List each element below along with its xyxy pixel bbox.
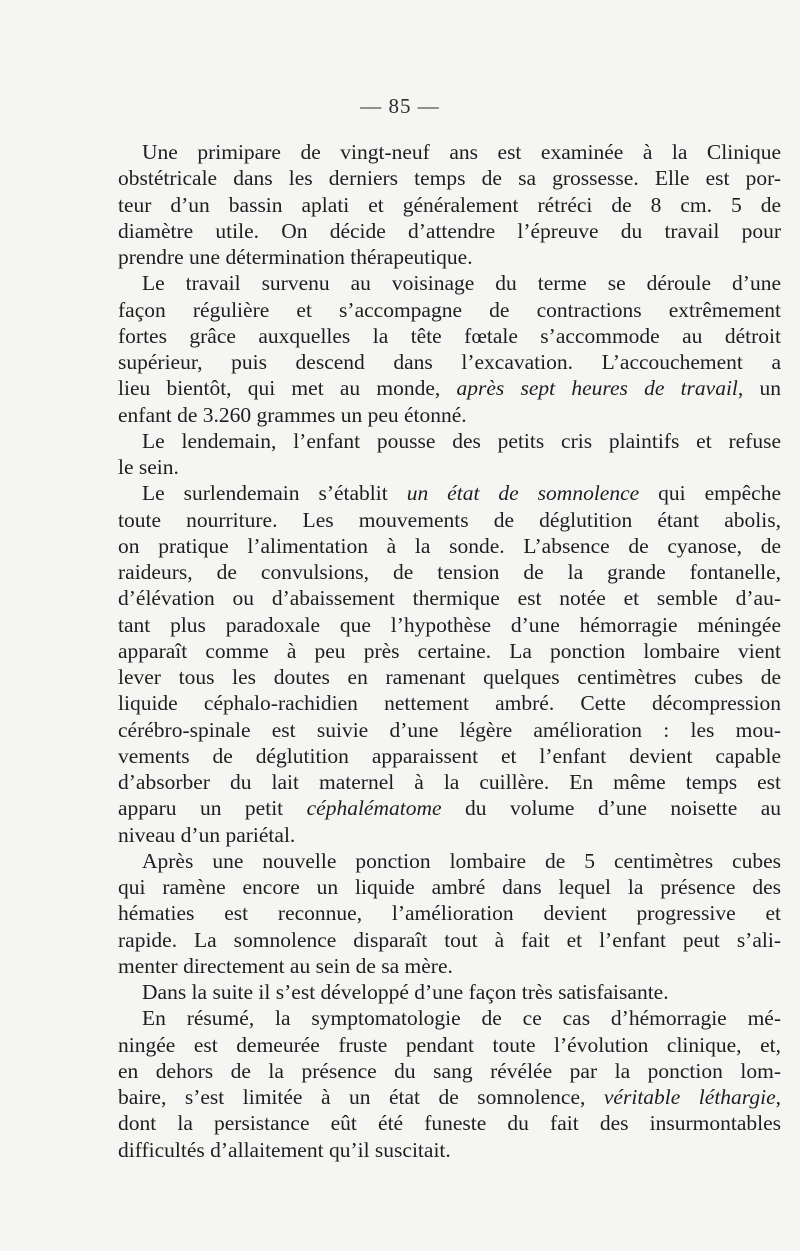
text-segment: baire, s’est limitée à un état de somnolence, xyxy=(118,1085,604,1109)
text-segment: tant plus paradoxale que l’hypothèse d’une hémorragie méningée xyxy=(118,612,781,637)
text-line xyxy=(118,585,781,611)
text-line xyxy=(118,244,781,270)
text-line xyxy=(118,953,781,979)
text-segment: prendre une détermination thérapeutique. xyxy=(118,245,473,269)
italic-text: après sept heures de travail xyxy=(456,376,738,401)
text-line xyxy=(118,533,781,559)
text-segment: dont la persistance eût été funeste du fait des insurmontables xyxy=(118,1111,781,1136)
text-line xyxy=(118,375,781,401)
italic-text: céphalématome xyxy=(306,796,442,821)
page-number: — 85 — xyxy=(360,94,440,118)
text-segment: toute nourriture. Les mouvements de déglutition étant abolis, xyxy=(118,507,781,532)
text-segment: hématies est reconnue, l’amélioration devient progressive et xyxy=(118,901,781,926)
text-line xyxy=(118,769,781,795)
text-segment: en dehors de la présence du sang révélée par la ponction lom- xyxy=(118,1058,781,1083)
text-segment: qui empêche xyxy=(639,481,781,506)
text-segment: obstétricale dans les derniers temps de sa grossesse. Elle est por- xyxy=(118,166,781,191)
paragraph xyxy=(118,428,781,481)
text-segment: on pratique l’alimentation à la sonde. L’absence de cyanose, de xyxy=(118,533,781,558)
text-segment: qui ramène encore un liquide ambré dans lequel la présence des xyxy=(118,875,781,899)
text-line xyxy=(118,979,781,1005)
text-segment: d’absorber du lait maternel à la cuillère. En même temps est xyxy=(118,770,781,794)
text-segment: vements de déglutition apparaissent et l’enfant devient capable xyxy=(118,743,781,768)
text-segment: du volume d’une noisette au xyxy=(441,796,781,821)
paragraph xyxy=(118,480,781,848)
text-line xyxy=(118,717,781,743)
text-line xyxy=(118,848,781,874)
text-segment: lever tous les doutes en ramenant quelques centimètres cubes de xyxy=(118,665,781,689)
text-line xyxy=(118,1005,781,1031)
text-segment: ningée est demeurée fruste pendant toute l’évolution clinique, et, xyxy=(118,1032,781,1057)
text-line xyxy=(118,638,781,664)
text-line xyxy=(118,1110,781,1136)
paragraph xyxy=(118,139,781,270)
italic-text: véritable léthargie xyxy=(603,1085,776,1109)
text-line xyxy=(118,1058,781,1084)
text-segment: le sein. xyxy=(118,455,179,479)
text-segment: fortes grâce auxquelles la tête fœtale s’accommode au détroit xyxy=(118,323,781,348)
text-segment: raideurs, de convulsions, de tension de la grande fontanelle, xyxy=(118,560,781,584)
text-line xyxy=(118,927,781,953)
text-line xyxy=(118,270,781,296)
text-segment: difficultés d’allaitement qu’il suscitait. xyxy=(118,1137,451,1162)
text-segment: apparaît comme à peu près certaine. La ponction lombaire vient xyxy=(118,638,781,663)
text-segment: Après une nouvelle ponction lombaire de 5 centimètres cubes xyxy=(142,848,781,873)
text-line xyxy=(118,1137,781,1163)
text-line xyxy=(118,323,781,349)
text-line xyxy=(118,900,781,926)
body-text xyxy=(118,139,781,1163)
text-segment: apparu un petit xyxy=(118,796,307,821)
text-line xyxy=(118,139,781,165)
italic-text: un état de somnolence xyxy=(406,481,640,506)
text-line xyxy=(118,507,781,533)
text-segment: Une primipare de vingt-neuf ans est examinée à la Clinique xyxy=(142,140,781,164)
text-line xyxy=(118,480,781,506)
text-segment: liquide céphalo-rachidien nettement ambré. Cette décompression xyxy=(118,691,781,716)
text-line xyxy=(118,822,781,848)
text-segment: niveau d’un pariétal. xyxy=(118,822,296,847)
text-segment: Dans la suite il s’est développé d’une façon très satisfaisante. xyxy=(142,980,669,1004)
text-segment: En résumé, la symptomatologie de ce cas d’hémorragie mé- xyxy=(142,1006,781,1031)
text-line xyxy=(118,1084,781,1110)
text-line xyxy=(118,743,781,769)
paragraph xyxy=(118,848,781,979)
text-line xyxy=(118,192,781,218)
text-segment: Le surlendemain s’établit xyxy=(142,481,407,506)
text-line xyxy=(118,664,781,690)
text-line xyxy=(118,218,781,244)
paragraph xyxy=(118,1005,781,1163)
text-line xyxy=(118,428,781,454)
text-segment: Le travail survenu au voisinage du terme se déroule d’une xyxy=(142,271,781,296)
text-line xyxy=(118,795,781,821)
text-segment: Le lendemain, l’enfant pousse des petits cris plaintifs et refuse xyxy=(142,428,781,453)
text-segment: supérieur, puis descend dans l’excavation. L’accouchement a xyxy=(118,350,781,374)
paragraph xyxy=(118,979,781,1005)
text-segment: d’élévation ou d’abaissement thermique est notée et semble d’au- xyxy=(118,586,781,611)
text-line xyxy=(118,297,781,323)
text-segment: cérébro-spinale est suivie d’une légère amélioration : les mou- xyxy=(118,717,781,742)
text-line xyxy=(118,165,781,191)
text-segment: enfant de 3.260 grammes un peu étonné. xyxy=(118,402,467,427)
text-segment: façon régulière et s’accompagne de contractions extrêmement xyxy=(118,297,781,322)
text-line xyxy=(118,612,781,638)
text-line xyxy=(118,874,781,900)
text-segment: rapide. La somnolence disparaît tout à fait et l’enfant peut s’ali- xyxy=(118,927,781,952)
text-line xyxy=(118,402,781,428)
text-line xyxy=(118,454,781,480)
text-segment: menter directement au sein de sa mère. xyxy=(118,953,453,978)
text-line xyxy=(118,349,781,375)
paragraph xyxy=(118,270,781,428)
text-line xyxy=(118,690,781,716)
text-segment: diamètre utile. On décide d’attendre l’épreuve du travail pour xyxy=(118,218,781,243)
text-segment: lieu bientôt, qui met au monde, xyxy=(118,376,457,401)
text-segment: teur d’un bassin aplati et généralement rétréci de 8 cm. 5 de xyxy=(118,192,781,217)
text-segment: , un xyxy=(737,376,781,401)
text-line xyxy=(118,559,781,585)
text-segment: , xyxy=(775,1085,782,1109)
text-line xyxy=(118,1032,781,1058)
